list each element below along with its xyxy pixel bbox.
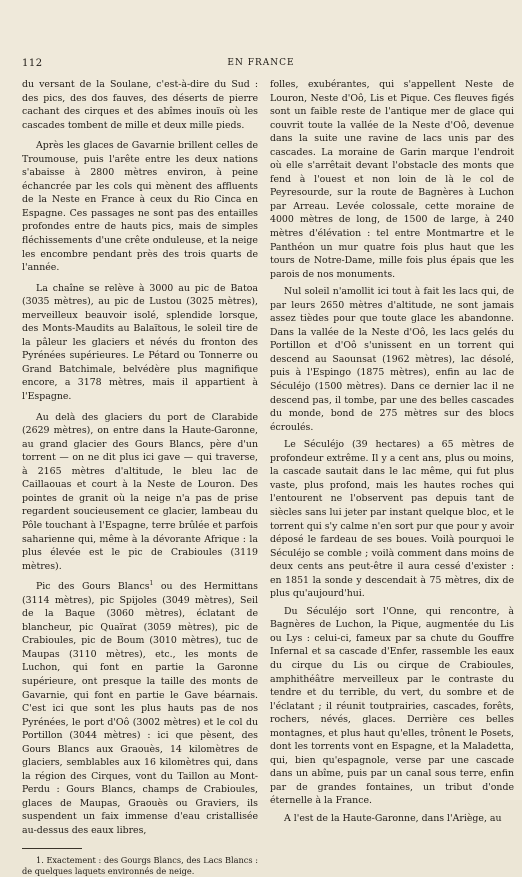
paragraph: Nul soleil n'amollit ici tout à fait les lacs qui, de par leurs 2650 mètres d'altitude, ne sont jamais assez tièdes pour que toute glace les abandonne. Dans la vallée de la Neste d'Oô, les lacs gelés du Portillon et d'Oô s'unissent en un torrent qui descend au Saounsat (1962 mètres), lac désolé, puis à l'Espingo (1875 mètres), enfin au lac de Séculéjo (1500 mètres). Dans ce dernier lac il ne descend pas, il tombe, par une des belles cascades du monde, bond de 275 mètres sur des blocs écroulés. bbox=[270, 286, 514, 433]
paragraph-text: ou des Hermittans (3114 mètres), pic Spijoles (3049 mètres), Seil de la Baque (3060 mètres), éclatant de blancheur, pic Quaïrat (3059 mètres), pic de Crabioules, pic de Boum (3010 mètres), tuc de Maupas (3110 mètres), etc., les monts de Luchon, qui font en partie la Garonne supérieure, ont presque la taille des monts de Gavarnie, qui font en partie le Gave béarnais. C'est ici que sont les plus hauts pas de nos Pyrénées, le port d'Oô (3002 mètres) et le col du Portillon (3044 mètres) : ici que pèsent, des Gours Blancs aux Graouès, 14 kilomètres de glaciers, semblables aux 16 kilomètres qui, dans la région des Cirques, vont du Taillon au Mont-Perdu : Gours Blancs, champs de Crabioules, glaces de Maupas, Graouès ou Graviers, ils suspendent un faix immense d'eau cristallisée au-dessus des eaux libres, bbox=[22, 581, 258, 836]
footnote-marker: 1 bbox=[149, 580, 154, 588]
paragraph: Au delà des glaciers du port de Clarabide (2629 mètres), on entre dans la Haute-Garonne, au grand glacier des Gours Blancs, père d'un torrent — on ne dit plus ici gave — qui traverse, à 2165 mètres d'altitude, le bleu lac de Caillaouas et court à la Neste de Louron. Des pointes de granit où la neige n'a pas de prise regardent soucieusement ce glacier, lambeau du Pôle touchant à l'Espagne, terre brûlée et parfois saharienne qui, même à la dévorante Afrique : la plus élevée est le pic de Crabioules (3119 mètres). bbox=[22, 411, 258, 572]
left-column bbox=[22, 78, 258, 877]
paragraph-text: Pic des Gours Blancs bbox=[36, 581, 150, 593]
footnote: 1. Exactement : des Gourgs Blancs, des Lacs Blancs : de quelques laquets environnés de neige. bbox=[22, 854, 258, 876]
paragraph: La chaîne se relève à 3000 au pic de Batoa (3035 mètres), au pic de Lustou (3025 mètres), merveilleux beauvoir isolé, splendide lorsque, des Monts-Maudits au Balaïtous, le soleil tire de la pâleur les glaciers et névés du fronton des Pyrénées supérieures. Le Pétard ou Tonnerre ou Grand Batchimale, belvédère plus magnifique encore, a 3178 mètres, mais il appartient à l'Espagne. bbox=[22, 282, 258, 403]
running-head: EN FRANCE bbox=[227, 58, 295, 68]
paragraph: folles, exubérantes, qui s'appellent Neste de Louron, Neste d'Oô, Lis et Pique. Ces fleuves figés sont un faible reste de l'antique mer de glace qui couvrit toute la vallée de la Neste d'Oô, devenue dans la suite une ravine de lacs unis par des cascades. La moraine de Garin marque l'endroit où elle s'arrêtait devant l'obstacle des monts que fend à l'ouest et non loin de là le col de Peyresourde, sur la route de Bagnères à Luchon par Arreau. Levée colossale, cette moraine de 4000 mètres de long, de 1500 de large, à 240 mètres d'élévation : tel entre Montmartre et le Panthéon un mur quatre fois plus haut que les tours de Notre-Dame, mille fois plus épais que les parois de nos monuments. bbox=[270, 79, 514, 280]
paragraph: Du Séculéjo sort l'Onne, qui rencontre, à Bagnères de Luchon, la Pique, augmentée du Lis ou Lys : celui-ci, fameux par sa chute du Gouffre Infernal et sa cascade d'Enfer, rassemble les eaux du cirque du Lis ou cirque de Crabioules, amphithéâtre merveilleux par le contraste du tendre et du terrible, du vert, du sombre et de l'éclatant ; il réunit toutprairies, cascades, forêts, rochers, névés, glaces. Derrière ces belles montagnes, et plus haut qu'elles, trônent le Posets, dont les torrents vont en Espagne, et la Maladetta, qui, bien qu'espagnole, verse par une cascade dans un abîme, puis par un canal sous terre, enfin par de grandes fontaines, un tribut d'onde éternelle à la France. bbox=[270, 605, 514, 807]
footnote-divider bbox=[22, 848, 82, 849]
paragraph: du versant de la Soulane, c'est-à-dire du Sud : des pics, des dos fauves, des déserts de pierre cachant des cirques et des abîmes inouïs où les cascades tombent de mille et deux mille pieds. bbox=[22, 79, 258, 131]
page-number: 112 bbox=[22, 58, 43, 69]
paragraph bbox=[22, 580, 258, 837]
paragraph: Après les glaces de Gavarnie brillent celles de Troumouse, puis l'arête entre les deux nations s'abaisse à 2800 mètres environ, à peine échancrée par les cols qui mènent des affluents de la Neste en France à ceux du Rio Cinca en Espagne. Ces passages ne sont pas des entailles profondes entre de hauts pics, mais de simples fléchissements d'une crête onduleuse, et la neige les encombre pendant près des trois quarts de l'année. bbox=[22, 140, 258, 274]
paragraph: Le Séculéjo (39 hectares) a 65 mètres de profondeur extrême. Il y a cent ans, plus ou moins, la cascade sautait dans le lac même, qui fut plus vaste, plus profond, mais les hautes roches qui l'entourent ne l'observent pas depuis tant de siècles sans lui jeter par instant quelque bloc, et le torrent qui s'y calme n'en sort pur que pour y avoir déposé le fardeau de ses boues. Voilà pourquoi le Séculéjo se comble ; voilà comment dans moins de deux cents ans peut-être il aura cessé d'exister : en 1851 la sonde y descendait à 75 mètres, dix de plus qu'aujourd'hui. bbox=[270, 439, 515, 600]
paragraph: A l'est de la Haute-Garonne, dans l'Ariège, au bbox=[284, 812, 502, 824]
right-column bbox=[270, 78, 514, 830]
